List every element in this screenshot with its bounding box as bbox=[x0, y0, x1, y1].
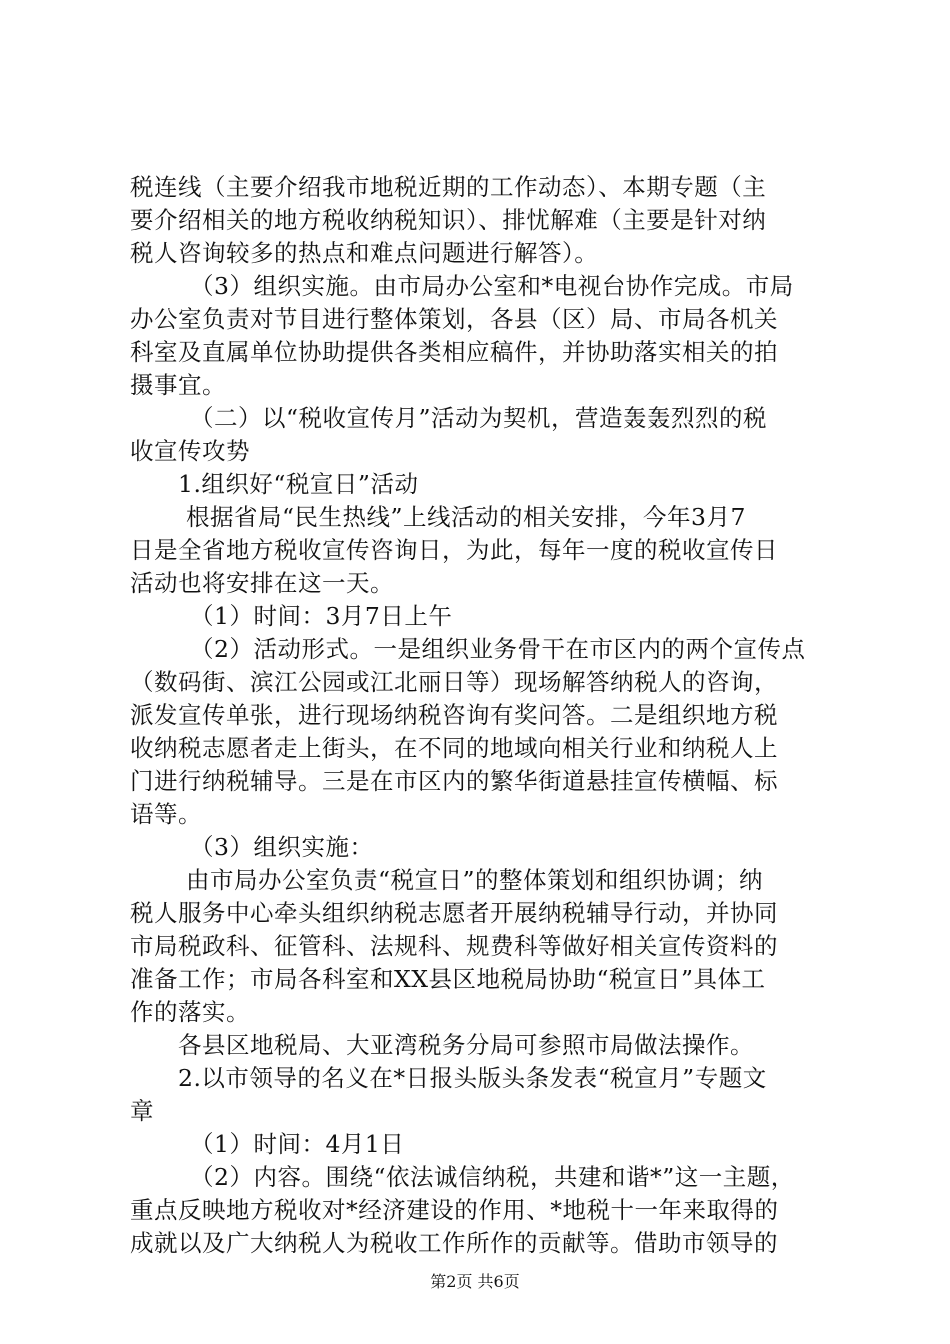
body-line-19: 门进行纳税辅导。三是在市区内的繁华街道悬挂宣传横幅、标 bbox=[130, 767, 778, 795]
body-line-24: 市局税政科、征管科、法规科、规费科等做好相关宣传资料的 bbox=[130, 932, 778, 960]
body-line-13: 活动也将安排在这一天。 bbox=[130, 569, 394, 597]
body-line-33: 成就以及广大纳税人为税收工作所作的贡献等。借助市领导的 bbox=[130, 1229, 778, 1257]
subheading-2-cont: 章 bbox=[130, 1097, 154, 1125]
body-line-27: 各县区地税局、大亚湾税务分局可参照市局做法操作。 bbox=[178, 1031, 754, 1059]
body-line-30: （1）时间：4月1日 bbox=[190, 1130, 405, 1158]
section-heading-2: （二）以“税收宣传月”活动为契机，营造轰轰烈烈的税 bbox=[190, 404, 768, 432]
body-line-2: 要介绍相关的地方税收纳税知识）、排忧解难（主要是针对纳 bbox=[130, 206, 767, 234]
body-line-11: 根据省局“民生热线”上线活动的相关安排，今年3月7 bbox=[186, 503, 746, 531]
body-line-23: 税人服务中心牵头组织纳税志愿者开展纳税辅导行动，并协同 bbox=[130, 899, 778, 927]
section-heading-2-cont: 收宣传攻势 bbox=[130, 437, 250, 465]
body-line-22: 由市局办公室负责“税宣日”的整体策划和组织协调；纳 bbox=[186, 866, 764, 894]
body-line-15: （2）活动形式。一是组织业务骨干在市区内的两个宣传点 bbox=[190, 635, 806, 663]
body-line-7: 摄事宜。 bbox=[130, 371, 226, 399]
body-line-14: （1）时间：3月7日上午 bbox=[190, 602, 453, 630]
body-line-5: 办公室负责对节目进行整体策划，各县（区）局、市局各机关 bbox=[130, 305, 778, 333]
body-line-25: 准备工作；市局各科室和XX县区地税局协助“税宣日”具体工 bbox=[130, 965, 766, 993]
body-line-16: （数码街、滨江公园或江北丽日等）现场解答纳税人的咨询， bbox=[130, 668, 778, 696]
subheading-1: 1.组织好“税宣日”活动 bbox=[178, 470, 419, 498]
subheading-2: 2.以市领导的名义在*日报头版头条发表“税宣月”专题文 bbox=[178, 1064, 767, 1092]
body-line-20: 语等。 bbox=[130, 800, 202, 828]
body-line-4: （3）组织实施。由市局办公室和*电视台协作完成。市局 bbox=[190, 272, 794, 300]
page-footer: 第2页 共6页 bbox=[430, 1272, 520, 1291]
body-line-32: 重点反映地方税收对*经济建设的作用、*地税十一年来取得的 bbox=[130, 1196, 779, 1224]
body-line-31: （2）内容。围绕“依法诚信纳税，共建和谐*”这一主题， bbox=[190, 1163, 795, 1191]
body-line-3: 税人咨询较多的热点和难点问题进行解答）。 bbox=[130, 239, 599, 267]
body-line-26: 作的落实。 bbox=[130, 998, 250, 1026]
body-line-18: 收纳税志愿者走上街头，在不同的地域向相关行业和纳税人上 bbox=[130, 734, 778, 762]
body-line-17: 派发宣传单张，进行现场纳税咨询有奖问答。二是组织地方税 bbox=[130, 701, 778, 729]
body-line-1: 税连线（主要介绍我市地税近期的工作动态）、本期专题（主 bbox=[130, 173, 767, 201]
body-line-6: 科室及直属单位协助提供各类相应稿件，并协助落实相关的拍 bbox=[130, 338, 778, 366]
body-line-12: 日是全省地方税收宣传咨询日，为此，每年一度的税收宣传日 bbox=[130, 536, 778, 564]
body-line-21: （3）组织实施： bbox=[190, 833, 374, 861]
